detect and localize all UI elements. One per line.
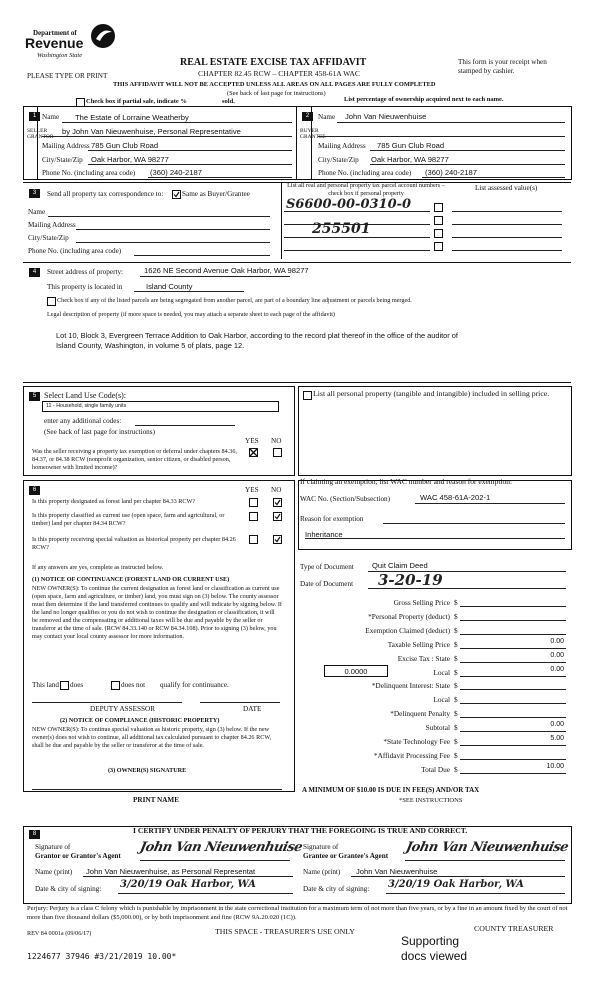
buyer-name[interactable]: John Van Nieuwenhuise [345, 112, 427, 121]
tax-row-label: Total Due [421, 765, 450, 774]
personal-property-checkbox-1[interactable] [434, 203, 443, 212]
does-label: does [70, 681, 84, 689]
buyer-side-label: BUYER GRANTEE [300, 128, 326, 140]
tax-row-label: Gross Selling Price [393, 598, 450, 607]
exemption-claim-label: If claiming an exemption, list WAC number and reason for exemption: [300, 477, 513, 486]
compliance-text: NEW OWNER(S): To continue special valuation as historic property, sign (3) below. If the new owner(s) does not wish to continue, all additional tax calculated pursuant to chapter 84.26 RCW, shall be due and payable by the seller or transferor at the time of sale. [32, 726, 272, 749]
tax-row-label: Excise Tax : State [397, 654, 450, 663]
section-1-badge: 1 [29, 112, 40, 121]
land-use-select[interactable] [42, 401, 279, 412]
personal-property-checkbox-4[interactable] [434, 242, 443, 251]
section-6-badge: 6 [29, 486, 40, 495]
tax-row-line [460, 634, 566, 635]
tax-row-label: *Affidavit Processing Fee [373, 751, 450, 760]
section-3-badge: 3 [29, 189, 40, 198]
tax-row-line [460, 703, 566, 704]
tax-row-dollar: $ [454, 695, 458, 704]
sold-label: sold. [222, 98, 235, 105]
parcel-number-2[interactable]: 255501 [312, 221, 371, 237]
tax-row-label: Subtotal [425, 723, 450, 732]
seller-phone-label: Phone No. (including area code) [42, 169, 136, 177]
seller-name-line2[interactable]: by John Van Nieuwenhuise, Personal Representative [62, 127, 241, 136]
grantor-sig-label-2: Grantor or Grantor's Agent [35, 852, 121, 860]
buyer-phone-label: Phone No. (including area code) [318, 169, 412, 177]
seller-mailing-label: Mailing Address [42, 142, 90, 150]
tax-row-label: Taxable Selling Price [387, 640, 450, 649]
grantee-sig-label-2: Grantee or Grantee's Agent [303, 852, 389, 860]
parcel-number-1[interactable]: S6600-00-0310-0 [286, 197, 412, 212]
send-correspondence-label: Send all property tax correspondence to: [47, 190, 164, 198]
revenue-logo [25, 23, 120, 63]
current-use-question: Is this property classified as current use (open space, farm and agricultural, or timber) land per chapter 84.34 RCW? [32, 512, 225, 527]
divider [296, 106, 297, 179]
s3-name-label: Name [28, 208, 46, 216]
tax-row-line [460, 606, 566, 607]
seller-city-label: City/State/Zip [42, 156, 83, 164]
same-as-buyer-label: Same as Buyer/Grantee [182, 190, 250, 198]
tax-row-label: Exemption Claimed (deduct) [365, 626, 450, 635]
receipt-note: This form is your receipt when stamped by cashier. [458, 58, 547, 75]
chapter-line: CHAPTER 82.45 RCW – CHAPTER 458-61A WAC [198, 69, 360, 78]
grantee-signature[interactable]: John Van Nieuwenhuise [404, 840, 570, 855]
grantee-sig-label-1: Signature of [303, 843, 339, 851]
located-in-label: This property is located in [47, 283, 123, 291]
tax-row-dollar: $ [454, 765, 458, 774]
form-title: REAL ESTATE EXCISE TAX AFFIDAVIT [180, 57, 367, 68]
check-icon [274, 513, 281, 520]
historical-no-checkbox[interactable] [273, 535, 282, 544]
s3-city-label: City/State/Zip [28, 234, 69, 242]
tax-row-dollar: $ [454, 598, 458, 607]
tax-row-label: Local [433, 668, 450, 677]
s5-yes-checkbox[interactable] [249, 448, 258, 457]
tax-row-label: *State Technology Fee [383, 737, 450, 746]
s5-yes-header: YES [245, 437, 259, 445]
doc-type[interactable]: Quit Claim Deed [372, 561, 428, 570]
tax-row-value[interactable]: 5.00 [550, 735, 564, 742]
partial-sale-label: Check box if partial sale, indicate % [86, 98, 187, 105]
continuance-text: NEW OWNER(S): To continue the current designation as forest land or classification as current use (open space, farm and agriculture, or timber) land, you must sign on (3) below. The county assessor must then determine if the land transferred continues to qualify and will indicate by signing below. If the land no longer qualifies or you do not wish to continue the designation or classification, it will be removed and the compensating or additional taxes will be due and payable by the seller or transferor at the time of sale. (RCW 84.33.140 or RCW 84.34.108). Prior to signing (3) below, you may contact your local county assessor for more information. [32, 585, 282, 640]
tax-row-value[interactable]: 0.00 [550, 666, 564, 673]
section-5-badge: 5 [29, 392, 40, 401]
grantee-print-label: Name (print) [303, 868, 341, 876]
wac-number[interactable]: WAC 458-61A-202-1 [420, 493, 491, 502]
please-type: PLEASE TYPE OR PRINT [27, 72, 108, 80]
seller-side-label: SELLER GRANTOR [27, 128, 54, 140]
tax-row-line [460, 731, 566, 732]
certify-statement: I CERTIFY UNDER PENALTY OF PERJURY THAT THE FOREGOING IS TRUE AND CORRECT. [133, 826, 468, 835]
section-4-badge: 4 [29, 268, 40, 277]
s3-phone-label: Phone No. (including area code) [28, 247, 122, 255]
grantee-date-label: Date & city of signing: [303, 885, 370, 893]
tax-row-dollar: $ [454, 681, 458, 690]
grantee-print-name[interactable]: John Van Nieuwenhuise [356, 867, 438, 876]
historical-question: Is this property receiving special valuation as historical property per chapter 84.26 RCW? [32, 536, 236, 551]
tax-row-value[interactable]: 0.00 [550, 652, 564, 659]
not-accepted-line: THIS AFFIDAVIT WILL NOT BE ACCEPTED UNLESS ALL AREAS ON ALL PAGES ARE FULLY COMPLETED [113, 81, 436, 88]
s5-see-back: (See back of last page for instructions) [44, 428, 155, 436]
tax-row-value[interactable]: 0.00 [550, 638, 564, 645]
local-rate: 0.0000 [344, 667, 368, 676]
owner-signature-label: (3) OWNER(S) SIGNATURE [108, 767, 187, 774]
assessed-header: List assessed value(s) [475, 184, 538, 192]
tax-row-dollar: $ [454, 640, 458, 649]
tax-row-line [460, 662, 566, 663]
tax-row-dollar: $ [454, 612, 458, 621]
section-2-badge: 2 [302, 112, 313, 121]
tax-row-line [460, 648, 566, 649]
buyer-mailing-label: Mailing Address [318, 142, 366, 150]
buyer-name-label: Name [318, 113, 336, 121]
if-yes-note: If any answers are yes, complete as instructed below. [32, 564, 164, 571]
s5-no-checkbox[interactable] [273, 448, 282, 457]
land-does-not-checkbox[interactable] [111, 681, 120, 690]
doc-date[interactable]: 3-20-19 [378, 571, 443, 589]
see-instructions: *SEE INSTRUCTIONS [399, 797, 463, 804]
forest-no-checkbox[interactable] [273, 498, 282, 507]
exemption-reason-label: Reason for exemption [300, 515, 364, 523]
grantee-date-city[interactable]: 3/20/19 Oak Harbor, WA [388, 879, 524, 890]
tax-row-dollar: $ [454, 751, 458, 760]
buyer-city-label: City/State/Zip [318, 156, 359, 164]
land-does-checkbox[interactable] [60, 681, 69, 690]
historical-yes-checkbox[interactable] [249, 535, 258, 544]
section-8-badge: 8 [29, 830, 40, 839]
does-not-label: does not [121, 681, 146, 689]
segregated-label: Check box if any of the listed parcels are being segregated from another parcel, are part of a boundary line adjustment or parcels being merged. [57, 297, 412, 304]
dept-line3: Washington State [37, 52, 83, 59]
exemption-reason[interactable]: Inheritance [305, 530, 343, 539]
forest-land-question: Is this property designated as forest land per chapter 84.33 RCW? [32, 498, 196, 505]
grantor-date-label: Date & city of signing: [35, 885, 102, 893]
date-label: DATE [243, 705, 262, 713]
seller-phone[interactable]: (360) 240-2187 [150, 168, 202, 177]
legal-description-2[interactable]: Island County, Washington, in volume 5 of plats, page 12. [56, 341, 245, 350]
s6-no-header: NO [271, 486, 282, 494]
print-name-label: PRINT NAME [133, 796, 179, 804]
buyer-city[interactable]: Oak Harbor, WA 98277 [371, 155, 449, 164]
tax-row-dollar: $ [454, 737, 458, 746]
tax-row-dollar: $ [454, 723, 458, 732]
county[interactable]: Island County [146, 282, 193, 291]
ownership-note: List percentage of ownership acquired next to each name. [344, 96, 504, 103]
check-icon [173, 191, 180, 198]
current-use-no-checkbox[interactable] [273, 512, 282, 521]
grantor-print-label: Name (print) [35, 868, 73, 876]
legal-description-1[interactable]: Lot 10, Block 3, Evergreen Terrace Addition to Oak Harbor, according to the record plat thereof in the office of the auditor of [56, 331, 458, 340]
minimum-note: A MINIMUM OF $10.00 IS DUE IN FEE(S) AND/OR TAX [302, 786, 480, 794]
additional-codes-label: enter any additional codes: [44, 417, 122, 425]
tax-row-dollar: $ [454, 668, 458, 677]
seller-mailing[interactable]: 785 Gun Club Road [91, 141, 159, 150]
wac-label: WAC No. (Section/Subsection) [300, 495, 391, 503]
doc-date-label: Date of Document [300, 580, 354, 588]
grantor-signature[interactable]: John Van Nieuwenhuise [138, 840, 304, 855]
s3-mailing-label: Mailing Address [28, 221, 76, 229]
qualify-label: qualify for continuance. [160, 681, 229, 689]
supporting-stamp-2: docs viewed [401, 949, 468, 963]
tax-row-label: Local [433, 695, 450, 704]
treasurer-space-label: THIS SPACE - TREASURER'S USE ONLY [215, 927, 355, 936]
same-as-buyer-checkbox[interactable] [172, 190, 181, 199]
tax-row-label: *Personal Property (deduct) [368, 612, 450, 621]
dept-line1: Department of [33, 29, 77, 37]
deputy-assessor-label: DEPUTY ASSESSOR [90, 705, 156, 713]
notice-continuance-heading: (1) NOTICE OF CONTINUANCE (FOREST LAND OR CURRENT USE) [32, 576, 230, 583]
parcel-header: List all real and personal property tax parcel account numbers – check box if personal property [287, 182, 445, 197]
tax-row-dollar: $ [454, 654, 458, 663]
local-rate-box[interactable] [324, 665, 388, 677]
exemption-question: Was the seller receiving a property tax exemption or deferral under chapters 84.36, 84.37, or 84.38 RCW (nonprofit organization, senior citizen, or disabled person, homeowner with limited income)? [32, 448, 237, 471]
tax-row-line [460, 773, 566, 774]
tax-row-line [460, 676, 566, 677]
tax-row-label: *Delinquent Interest: State [371, 681, 450, 690]
county-treasurer-label: COUNTY TREASURER [474, 924, 554, 933]
street-address[interactable]: 1626 NE Second Avenue Oak Harbor, WA 98277 [144, 266, 309, 275]
cashier-stamp: 1224677 37946 #3/21/2019 10.00* [27, 952, 177, 961]
dept-line2: Revenue [25, 35, 84, 51]
tax-row-dollar: $ [454, 709, 458, 718]
personal-property-checkbox-3[interactable] [434, 229, 443, 238]
s6-yes-header: YES [245, 486, 259, 494]
form-number: REV 84 0001a (09/06/17) [27, 930, 92, 937]
see-back-line: (See back of last page for instructions) [227, 90, 326, 97]
notice-compliance-heading: (2) NOTICE OF COMPLIANCE (HISTORIC PROPERTY) [60, 717, 220, 724]
grantor-sig-label-1: Signature of [35, 843, 71, 851]
supporting-stamp-1: Supporting [401, 934, 460, 948]
perjury-note: Perjury: Perjury is a class C felony which is punishable by imprisonment in the state correctional institution for a maximum term of not more than five years, or by a fine in an amount fixed by the court of not more than five thousand dollars ($5,000.00), or by both imprisonment and fine (RCW 9A.20.020 (1C)). [27, 905, 568, 921]
s5-no-header: NO [271, 437, 282, 445]
this-land-label: This land [32, 681, 59, 689]
tax-row-line [460, 745, 566, 746]
buyer-phone[interactable]: (360) 240-2187 [425, 168, 477, 177]
tax-row-line [460, 759, 566, 760]
buyer-mailing[interactable]: 785 Gun Club Road [377, 141, 445, 150]
tax-row-line [460, 717, 566, 718]
x-mark-icon [250, 449, 257, 456]
personal-property-checkbox-2[interactable] [434, 216, 443, 225]
personal-property-label: List all personal property (tangible and intangible) included in selling price. [313, 389, 550, 398]
doc-type-label: Type of Document [300, 563, 354, 571]
grantor-print-name[interactable]: John Van Nieuwenhuise, as Personal Representat [86, 867, 256, 876]
revenue-logo-icon [88, 23, 118, 49]
current-use-yes-checkbox[interactable] [249, 512, 258, 521]
tax-row-value[interactable]: 0.00 [550, 721, 564, 728]
segregated-checkbox[interactable] [47, 297, 56, 306]
seller-name[interactable]: The Estate of Lorraine Weatherby [75, 113, 189, 122]
tax-row-value[interactable]: 10.00 [546, 763, 564, 770]
tax-row-label: *Delinquent Penalty [390, 709, 450, 718]
tax-row-dollar: $ [454, 626, 458, 635]
seller-name-label: Name [42, 113, 60, 121]
check-icon [274, 536, 281, 543]
land-use-value: 11 - Household, single family units [46, 403, 127, 409]
land-use-label: Select Land Use Code(s): [44, 391, 126, 400]
tax-row-line [460, 689, 566, 690]
forest-yes-checkbox[interactable] [249, 498, 258, 507]
personal-property-checkbox[interactable] [303, 391, 312, 400]
street-address-label: Street address of property: [47, 268, 124, 276]
grantor-date-city[interactable]: 3/20/19 Oak Harbor, WA [120, 879, 256, 890]
tax-row-line [460, 620, 566, 621]
check-icon [274, 499, 281, 506]
seller-city[interactable]: Oak Harbor, WA 98277 [91, 155, 169, 164]
legal-description-label: Legal description of property (if more space is needed, you may attach a separate sheet to each page of the affidavit) [47, 311, 335, 318]
